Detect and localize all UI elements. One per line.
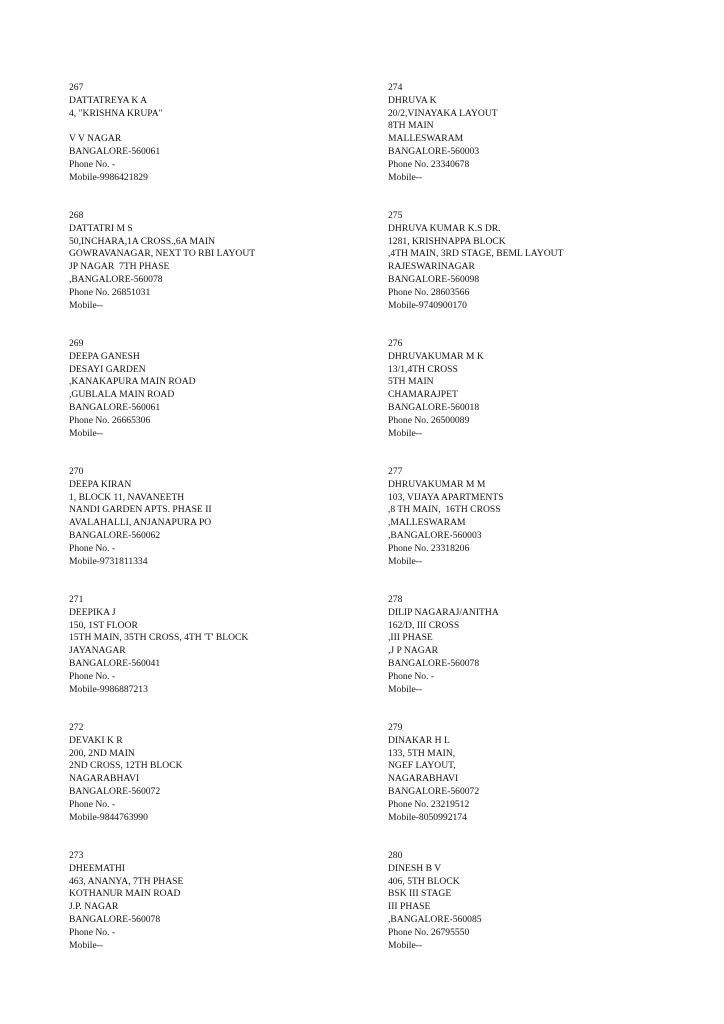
- directory-entry: [69, 722, 389, 850]
- entry-number: 277: [388, 466, 403, 477]
- phone-number: Phone No. 26665306: [69, 414, 151, 426]
- directory-entry: [69, 594, 389, 722]
- directory-entry: [388, 210, 708, 338]
- address-line: JP NAGAR 7TH PHASE: [69, 261, 170, 273]
- address-line: 50,INCHARA,1A CROSS.,6A MAIN: [69, 235, 216, 247]
- city-pincode: ,BANGALORE-560085: [388, 913, 482, 925]
- mobile-number: Mobile--: [388, 939, 423, 951]
- city-pincode: BANGALORE-560078: [388, 657, 480, 669]
- member-name: DINESH B V: [388, 862, 442, 874]
- left-column: [69, 82, 389, 978]
- member-name: DILIP NAGARAJ/ANITHA: [388, 606, 499, 618]
- mobile-number: Mobile--: [69, 299, 104, 311]
- member-name: DEVAKI K R: [69, 734, 123, 746]
- member-name: DINAKAR H L: [388, 734, 450, 746]
- directory-entry: [388, 594, 708, 722]
- city-pincode: BANGALORE-560062: [69, 529, 161, 541]
- directory-entry: [388, 466, 708, 594]
- address-line: 463, ANANYA, 7TH PHASE: [69, 875, 184, 887]
- phone-number: Phone No. 23340678: [388, 158, 470, 170]
- address-line: 103, VIJAYA APARTMENTS: [388, 491, 504, 503]
- entry-number: 272: [69, 722, 84, 733]
- phone-number: Phone No. -: [69, 158, 116, 170]
- entry-number: 270: [69, 466, 84, 477]
- directory-entry: [69, 82, 389, 210]
- member-name: DHEEMATHI: [69, 862, 125, 874]
- address-line: J.P. NAGAR: [69, 901, 119, 913]
- address-line: 200, 2ND MAIN: [69, 747, 135, 759]
- address-line: 150, 1ST FLOOR: [69, 619, 138, 631]
- address-line: NAGARABHAVI: [69, 773, 140, 785]
- phone-number: Phone No. 26795550: [388, 926, 470, 938]
- address-line: ,4TH MAIN, 3RD STAGE, BEML LAYOUT: [388, 248, 564, 260]
- city-pincode: BANGALORE-560003: [388, 145, 480, 157]
- entry-number: 269: [69, 338, 84, 349]
- mobile-number: Mobile-9731811334: [69, 555, 148, 567]
- address-line: 1281, KRISHNAPPA BLOCK: [388, 235, 506, 247]
- address-line: 1, BLOCK 11, NAVANEETH: [69, 491, 185, 503]
- address-line: ,GUBLALA MAIN ROAD: [69, 389, 175, 401]
- city-pincode: BANGALORE-560061: [69, 145, 161, 157]
- address-line: 20/2,VINAYAKA LAYOUT: [388, 107, 498, 119]
- mobile-number: Mobile-9986887213: [69, 683, 148, 695]
- member-name: DEEPIKA J: [69, 606, 116, 618]
- entry-number: 276: [388, 338, 403, 349]
- address-line: 133, 5TH MAIN,: [388, 747, 456, 759]
- mobile-number: Mobile--: [388, 683, 423, 695]
- directory-entry: [69, 850, 389, 978]
- address-line: GOWRAVANAGAR, NEXT TO RBI LAYOUT: [69, 248, 256, 260]
- member-name: DHRUVA KUMAR K.S DR.: [388, 222, 501, 234]
- city-pincode: BANGALORE-560072: [69, 785, 161, 797]
- address-line: III PHASE: [388, 901, 431, 913]
- address-line: CHAMARAJPET: [388, 389, 458, 401]
- city-pincode: BANGALORE-560072: [388, 785, 480, 797]
- entry-number: 268: [69, 210, 84, 221]
- address-line: 406, 5TH BLOCK: [388, 875, 460, 887]
- mobile-number: Mobile--: [69, 939, 104, 951]
- mobile-number: Mobile--: [388, 555, 423, 567]
- directory-entry: [69, 210, 389, 338]
- mobile-number: Mobile-9844763990: [69, 811, 148, 823]
- entry-number: 271: [69, 594, 84, 605]
- phone-number: Phone No. -: [69, 926, 116, 938]
- city-pincode: BANGALORE-560098: [388, 273, 480, 285]
- directory-entry: [388, 722, 708, 850]
- address-line: ,MALLESWARAM: [388, 517, 466, 529]
- member-name: DHRUVAKUMAR M K: [388, 350, 484, 362]
- address-line: ,8 TH MAIN, 16TH CROSS: [388, 504, 501, 516]
- address-line: NGEF LAYOUT,: [388, 760, 456, 772]
- directory-entry: [388, 850, 708, 978]
- address-line: 4, "KRISHNA KRUPA": [69, 107, 163, 119]
- phone-number: Phone No. -: [69, 670, 116, 682]
- mobile-number: Mobile-8050992174: [388, 811, 467, 823]
- right-column: [388, 82, 708, 978]
- address-line: 15TH MAIN, 35TH CROSS, 4TH 'T' BLOCK: [69, 632, 249, 644]
- phone-number: Phone No. -: [69, 542, 116, 554]
- entry-number: 274: [388, 82, 403, 93]
- member-name: DEEPA GANESH: [69, 350, 140, 362]
- entry-number: 273: [69, 850, 84, 861]
- address-line: KOTHANUR MAIN ROAD: [69, 888, 181, 900]
- city-pincode: BANGALORE-560061: [69, 401, 161, 413]
- city-pincode: ,BANGALORE-560003: [388, 529, 482, 541]
- address-line: BSK III STAGE: [388, 888, 452, 900]
- directory-entry: [69, 338, 389, 466]
- address-line: AVALAHALLI, ANJANAPURA PO: [69, 517, 212, 529]
- address-line: 13/1,4TH CROSS: [388, 363, 458, 375]
- address-line: V V NAGAR: [69, 133, 122, 145]
- member-name: DHRUVA K: [388, 94, 437, 106]
- member-name: DATTATRI M S: [69, 222, 133, 234]
- address-line: RAJESWARINAGAR: [388, 261, 475, 273]
- address-line: [69, 120, 389, 133]
- phone-number: Phone No. 23318206: [388, 542, 470, 554]
- phone-number: Phone No. -: [388, 670, 435, 682]
- entry-number: 275: [388, 210, 403, 221]
- address-line: 162/D, III CROSS: [388, 619, 460, 631]
- address-line: 2ND CROSS, 12TH BLOCK: [69, 760, 183, 772]
- phone-number: Phone No. -: [69, 798, 116, 810]
- city-pincode: BANGALORE-560018: [388, 401, 480, 413]
- mobile-number: Mobile--: [388, 171, 423, 183]
- phone-number: Phone No. 26500089: [388, 414, 470, 426]
- entry-number: 278: [388, 594, 403, 605]
- address-line: ,III PHASE: [388, 632, 433, 644]
- phone-number: Phone No. 26851031: [69, 286, 151, 298]
- city-pincode: BANGALORE-560078: [69, 913, 161, 925]
- address-line: 8TH MAIN: [388, 120, 434, 132]
- mobile-number: Mobile--: [388, 427, 423, 439]
- mobile-number: Mobile-9986421829: [69, 171, 148, 183]
- city-pincode: ,BANGALORE-560078: [69, 273, 163, 285]
- mobile-number: Mobile-9740900170: [388, 299, 467, 311]
- address-line: ,KANAKAPURA MAIN ROAD: [69, 376, 196, 388]
- entry-number: 267: [69, 82, 84, 93]
- address-line: NANDI GARDEN APTS. PHASE II: [69, 504, 212, 516]
- phone-number: Phone No. 28603566: [388, 286, 470, 298]
- directory-entry: [388, 82, 708, 210]
- address-line: MALLESWARAM: [388, 133, 464, 145]
- member-name: DEEPA KIRAN: [69, 478, 132, 490]
- address-line: NAGARABHAVI: [388, 773, 459, 785]
- address-line: ,J P NAGAR: [388, 645, 439, 657]
- member-name: DHRUVAKUMAR M M: [388, 478, 486, 490]
- directory-entry: [69, 466, 389, 594]
- entry-number: 280: [388, 850, 403, 861]
- directory-entry: [388, 338, 708, 466]
- address-line: 5TH MAIN: [388, 376, 434, 388]
- member-name: DATTATREYA K A: [69, 94, 148, 106]
- entry-number: 279: [388, 722, 403, 733]
- city-pincode: BANGALORE-560041: [69, 657, 161, 669]
- address-line: DESAYI GARDEN: [69, 363, 146, 375]
- address-line: JAYANAGAR: [69, 645, 126, 657]
- phone-number: Phone No. 23219512: [388, 798, 470, 810]
- mobile-number: Mobile--: [69, 427, 104, 439]
